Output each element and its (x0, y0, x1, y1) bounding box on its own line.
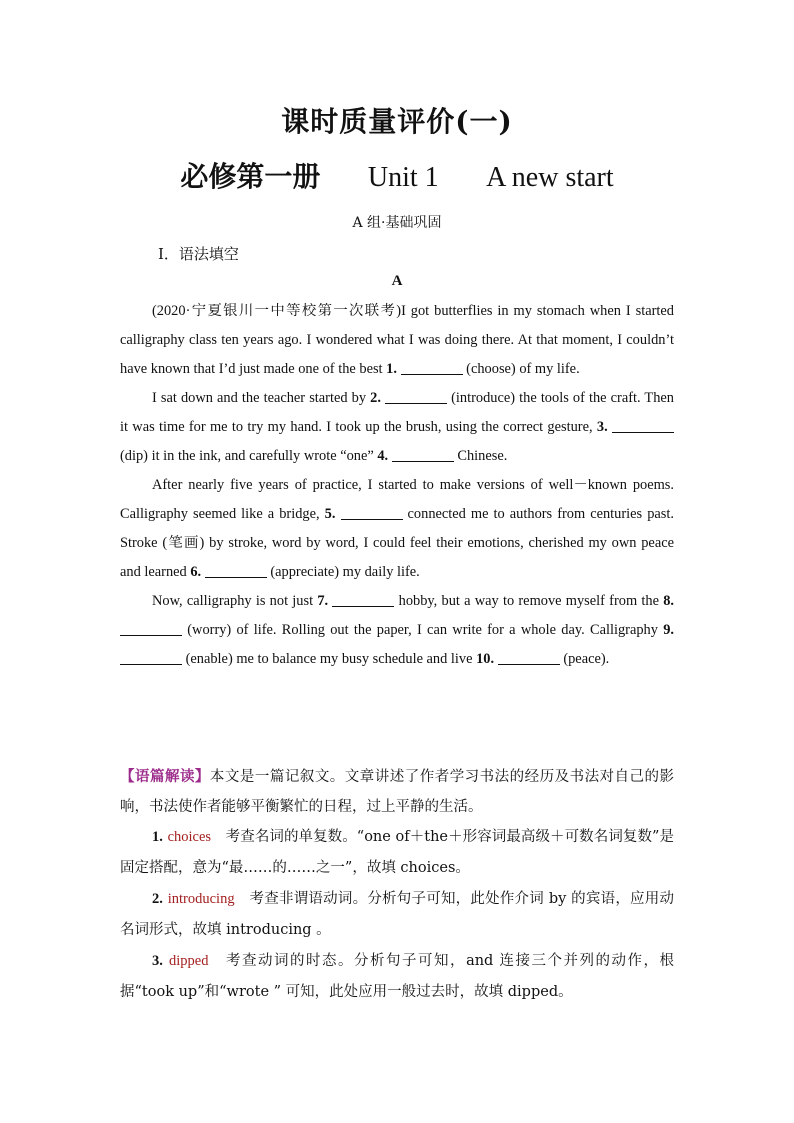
passage-text: (introduce) the tools of the craft. Then it was time for me to try my hand. I took up the brush, using the correct gesture, (120, 390, 674, 435)
passage-text: I sat down and the teacher started by (152, 390, 371, 406)
section-label: Ⅰ．语法填空 (158, 245, 239, 263)
blank-9 (120, 650, 182, 665)
blank-1 (401, 360, 463, 375)
blank-number: 5. (324, 506, 336, 522)
blank-number: 8. (663, 593, 675, 609)
passage-text: Now, calligraphy is not just (152, 593, 318, 609)
passage-paragraph-2 (120, 384, 674, 471)
blank-7 (332, 592, 394, 607)
passage-text: (choose) of my life. (462, 361, 580, 377)
blank-3 (612, 418, 674, 433)
blank-2 (385, 389, 447, 404)
passage-paragraph-3 (120, 471, 674, 587)
answer-value: dipped (169, 953, 209, 969)
passage-paragraph-4 (120, 587, 674, 674)
answer-explanation: 考查动词的时态。分析句子可知，and 连接三个并列的动作，根据“took up”和“wrote ” 可知，此处应用一般过去时，故填 dipped。 (120, 953, 675, 1000)
passage-source: (2020·宁夏银川一中等校第一次联考) (152, 303, 402, 319)
blank-5 (341, 505, 403, 520)
passage (120, 297, 674, 674)
analysis-tag: 【语篇解读】 (120, 768, 210, 785)
blank-number: 2. (370, 390, 381, 406)
blank-10 (498, 650, 560, 665)
blank-6 (205, 563, 267, 578)
subtitle-topic: A new start (486, 162, 614, 193)
passage-paragraph-1 (120, 297, 674, 384)
blank-number: 9. (663, 622, 674, 638)
analysis-text: 本文是一篇记叙文。文章讲述了作者学习书法的经历及书法对自己的影响，书法使作者能够平衡繁忙的日程，过上平静的生活。 (120, 769, 675, 815)
passage-text: After nearly five years of practice, I started to make versions of well－known poems. Calligraphy seemed like a bridge, (120, 477, 674, 522)
answer-number: 1. (152, 829, 163, 845)
blank-4 (392, 447, 454, 462)
answer-value: introducing (167, 891, 235, 907)
passage-analysis (120, 762, 674, 822)
blank-number: 7. (317, 593, 329, 609)
blank-number: 6. (190, 564, 202, 580)
answer-item-3 (120, 946, 674, 1008)
passage-text: Chinese. (453, 448, 508, 464)
answer-explanation: 考查名词的单复数。“one of＋the＋形容词最高级＋可数名词复数”是固定搭配，意为“最……的……之一”，故填 choices。 (120, 829, 674, 876)
passage-text: (appreciate) my daily life. (266, 564, 420, 580)
answer-item-1 (120, 822, 674, 884)
passage-text: hobby, but a way to remove myself from the (394, 593, 664, 609)
passage-letter: A (391, 273, 403, 289)
passage-text: (dip) it in the ink, and carefully wrote “one” (120, 448, 378, 464)
passage-text: I got butterflies in my stomach when I started calligraphy class ten years ago. I wondered what I was doing there. At that moment, I couldn’t have known that I’d just made one of the best (120, 303, 674, 377)
answer-item-2 (120, 884, 674, 946)
answer-number: 3. (152, 953, 163, 969)
blank-number: 10. (476, 651, 495, 667)
blank-number: 3. (596, 419, 608, 435)
subtitle-book: 必修第一册 (180, 160, 321, 193)
answer-explanation: 考查非谓语动词。分析句子可知，此处作介词 by 的宾语，应用动名词形式，故填 introducing 。 (120, 891, 674, 938)
page-title: 课时质量评价(一) (281, 105, 513, 138)
passage-text: (peace). (559, 651, 610, 667)
page-subtitle (0, 155, 794, 195)
passage-text: (enable) me to balance my busy schedule and live (182, 651, 477, 667)
passage-text: (worry) of life. Rolling out the paper, I can write for a whole day. Calligraphy (182, 622, 664, 638)
group-label: A 组·基础巩固 (352, 215, 442, 231)
blank-number: 1. (386, 361, 397, 377)
answer-value: choices (167, 829, 212, 845)
answer-list (120, 822, 674, 1008)
passage-text: connected me to authors from centuries past. Stroke (笔画) by stroke, word by word, I could feel their emotions, cherished my own peace and learned (120, 506, 674, 580)
blank-8 (120, 621, 182, 636)
answer-number: 2. (152, 891, 163, 907)
blank-number: 4. (377, 448, 389, 464)
subtitle-unit: Unit 1 (367, 162, 439, 193)
